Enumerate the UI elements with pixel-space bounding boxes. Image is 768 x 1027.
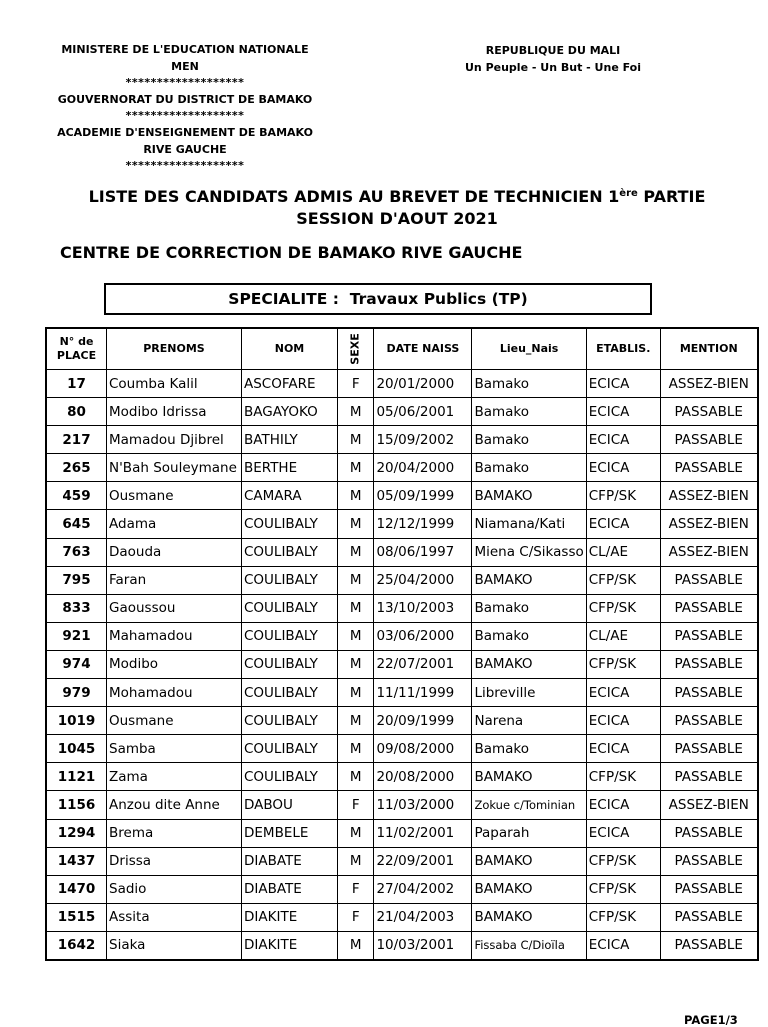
specialite-label: SPECIALITE : Travaux Publics (TP) bbox=[228, 290, 528, 308]
table-row bbox=[46, 763, 758, 791]
cell-mention: PASSABLE bbox=[660, 398, 758, 426]
cell-lieu: Bamako bbox=[472, 370, 586, 398]
cell-prenom: Faran bbox=[107, 566, 242, 594]
cell-nom: COULIBALY bbox=[242, 622, 338, 650]
cell-nom: DIABATE bbox=[242, 875, 338, 903]
cell-mention: ASSEZ-BIEN bbox=[660, 791, 758, 819]
cell-date: 27/04/2002 bbox=[374, 875, 472, 903]
table-row bbox=[46, 510, 758, 538]
cell-etab: ECICA bbox=[586, 510, 660, 538]
cell-prenom: Brema bbox=[107, 819, 242, 847]
cell-mention: PASSABLE bbox=[660, 594, 758, 622]
table-row bbox=[46, 735, 758, 763]
cell-place: 979 bbox=[46, 679, 107, 707]
cell-mention: ASSEZ-BIEN bbox=[660, 370, 758, 398]
cell-place: 645 bbox=[46, 510, 107, 538]
cell-sexe: M bbox=[338, 679, 374, 707]
cell-etab: CFP/SK bbox=[586, 650, 660, 678]
cell-nom: BAGAYOKO bbox=[242, 398, 338, 426]
cell-nom: DIABATE bbox=[242, 847, 338, 875]
cell-prenom: Mohamadou bbox=[107, 679, 242, 707]
cell-etab: CFP/SK bbox=[586, 763, 660, 791]
table-row bbox=[46, 679, 758, 707]
cell-date: 20/08/2000 bbox=[374, 763, 472, 791]
cell-prenom: Samba bbox=[107, 735, 242, 763]
cell-etab: CFP/SK bbox=[586, 482, 660, 510]
cell-prenom: Siaka bbox=[107, 931, 242, 960]
cell-place: 17 bbox=[46, 370, 107, 398]
table-row bbox=[46, 791, 758, 819]
cell-sexe: F bbox=[338, 903, 374, 931]
table-row bbox=[46, 875, 758, 903]
cell-place: 217 bbox=[46, 426, 107, 454]
cell-place: 80 bbox=[46, 398, 107, 426]
cell-lieu: Zokue c/Tominian bbox=[472, 791, 586, 819]
cell-place: 833 bbox=[46, 594, 107, 622]
cell-nom: DIAKITE bbox=[242, 931, 338, 960]
cell-sexe: F bbox=[338, 370, 374, 398]
cell-prenom: N'Bah Souleymane bbox=[107, 454, 242, 482]
cell-mention: PASSABLE bbox=[660, 763, 758, 791]
table-row bbox=[46, 819, 758, 847]
cell-date: 05/06/2001 bbox=[374, 398, 472, 426]
cell-nom: BATHILY bbox=[242, 426, 338, 454]
separator-stars: ******************* bbox=[125, 76, 245, 90]
cell-nom: COULIBALY bbox=[242, 763, 338, 791]
cell-lieu: Libreville bbox=[472, 679, 586, 707]
cell-date: 20/01/2000 bbox=[374, 370, 472, 398]
cell-etab: ECICA bbox=[586, 426, 660, 454]
cell-nom: COULIBALY bbox=[242, 679, 338, 707]
cell-etab: ECICA bbox=[586, 791, 660, 819]
cell-place: 265 bbox=[46, 454, 107, 482]
cell-nom: DEMBELE bbox=[242, 819, 338, 847]
cell-mention: PASSABLE bbox=[660, 454, 758, 482]
cell-nom: COULIBALY bbox=[242, 650, 338, 678]
table-row bbox=[46, 847, 758, 875]
table-row bbox=[46, 650, 758, 678]
cell-date: 10/03/2001 bbox=[374, 931, 472, 960]
cell-etab: CFP/SK bbox=[586, 875, 660, 903]
title-line: LISTE DES CANDIDATS ADMIS AU BREVET DE TECHNICIEN 1ère PARTIE bbox=[88, 187, 706, 206]
table-row bbox=[46, 370, 758, 398]
cell-sexe: M bbox=[338, 847, 374, 875]
document-title bbox=[40, 186, 754, 230]
cell-prenom: Assita bbox=[107, 903, 242, 931]
header-etab: ETABLIS. bbox=[586, 328, 660, 370]
cell-prenom: Ousmane bbox=[107, 482, 242, 510]
cell-date: 13/10/2003 bbox=[374, 594, 472, 622]
cell-etab: ECICA bbox=[586, 819, 660, 847]
cell-mention: PASSABLE bbox=[660, 735, 758, 763]
header-sexe: SEXE bbox=[338, 328, 374, 370]
cell-sexe: M bbox=[338, 398, 374, 426]
cell-sexe: M bbox=[338, 650, 374, 678]
cell-nom: CAMARA bbox=[242, 482, 338, 510]
cell-nom: DABOU bbox=[242, 791, 338, 819]
cell-nom: COULIBALY bbox=[242, 735, 338, 763]
cell-sexe: M bbox=[338, 707, 374, 735]
cell-sexe: M bbox=[338, 594, 374, 622]
cell-etab: CFP/SK bbox=[586, 847, 660, 875]
cell-date: 11/02/2001 bbox=[374, 819, 472, 847]
cell-place: 1045 bbox=[46, 735, 107, 763]
cell-etab: ECICA bbox=[586, 454, 660, 482]
cell-place: 459 bbox=[46, 482, 107, 510]
ministry-name: MINISTERE DE L'EDUCATION NATIONALE bbox=[61, 43, 309, 56]
cell-lieu: Niamana/Kati bbox=[472, 510, 586, 538]
cell-mention: PASSABLE bbox=[660, 819, 758, 847]
cell-lieu: BAMAKO bbox=[472, 875, 586, 903]
cell-sexe: F bbox=[338, 791, 374, 819]
cell-nom: DIAKITE bbox=[242, 903, 338, 931]
table-row bbox=[46, 931, 758, 960]
cell-prenom: Mahamadou bbox=[107, 622, 242, 650]
cell-mention: PASSABLE bbox=[660, 875, 758, 903]
separator-stars: ******************* bbox=[125, 109, 245, 123]
cell-sexe: M bbox=[338, 426, 374, 454]
cell-date: 05/09/1999 bbox=[374, 482, 472, 510]
country-motto: Un Peuple - Un But - Une Foi bbox=[464, 61, 642, 74]
cell-prenom: Zama bbox=[107, 763, 242, 791]
cell-lieu: Fissaba C/Dioïla bbox=[472, 931, 586, 960]
cell-etab: ECICA bbox=[586, 398, 660, 426]
cell-sexe: M bbox=[338, 819, 374, 847]
cell-place: 921 bbox=[46, 622, 107, 650]
cell-etab: ECICA bbox=[586, 931, 660, 960]
cell-etab: CL/AE bbox=[586, 622, 660, 650]
cell-nom: COULIBALY bbox=[242, 538, 338, 566]
header-place: N° de PLACE bbox=[46, 328, 107, 370]
cell-prenom: Mamadou Djibrel bbox=[107, 426, 242, 454]
header-date: DATE NAISS bbox=[374, 328, 472, 370]
cell-date: 09/08/2000 bbox=[374, 735, 472, 763]
cell-place: 1121 bbox=[46, 763, 107, 791]
cell-nom: BERTHE bbox=[242, 454, 338, 482]
table-row bbox=[46, 594, 758, 622]
cell-mention: ASSEZ-BIEN bbox=[660, 482, 758, 510]
cell-date: 11/11/1999 bbox=[374, 679, 472, 707]
academy-name: ACADEMIE D'ENSEIGNEMENT DE BAMAKO bbox=[57, 125, 313, 139]
cell-sexe: M bbox=[338, 763, 374, 791]
cell-sexe: M bbox=[338, 538, 374, 566]
cell-date: 12/12/1999 bbox=[374, 510, 472, 538]
cell-lieu: Bamako bbox=[472, 454, 586, 482]
cell-date: 11/03/2000 bbox=[374, 791, 472, 819]
cell-prenom: Coumba Kalil bbox=[107, 370, 242, 398]
governorate-name: GOUVERNORAT DU DISTRICT DE BAMAKO bbox=[57, 92, 313, 106]
cell-mention: PASSABLE bbox=[660, 903, 758, 931]
cell-date: 15/09/2002 bbox=[374, 426, 472, 454]
header-nom: NOM bbox=[242, 328, 338, 370]
cell-prenom: Modibo Idrissa bbox=[107, 398, 242, 426]
cell-mention: PASSABLE bbox=[660, 707, 758, 735]
cell-sexe: M bbox=[338, 482, 374, 510]
cell-lieu: Bamako bbox=[472, 426, 586, 454]
cell-nom: COULIBALY bbox=[242, 707, 338, 735]
table-row bbox=[46, 566, 758, 594]
cell-lieu: Paparah bbox=[472, 819, 586, 847]
cell-prenom: Daouda bbox=[107, 538, 242, 566]
cell-etab: ECICA bbox=[586, 370, 660, 398]
academy-zone: RIVE GAUCHE bbox=[143, 142, 227, 156]
cell-sexe: F bbox=[338, 875, 374, 903]
cell-mention: PASSABLE bbox=[660, 847, 758, 875]
cell-sexe: M bbox=[338, 454, 374, 482]
specialite-box bbox=[104, 283, 652, 315]
correction-centre: CENTRE DE CORRECTION DE BAMAKO RIVE GAUCHE bbox=[60, 243, 523, 262]
cell-prenom: Drissa bbox=[107, 847, 242, 875]
cell-lieu: BAMAKO bbox=[472, 482, 586, 510]
table-row bbox=[46, 398, 758, 426]
table-row bbox=[46, 707, 758, 735]
cell-date: 22/07/2001 bbox=[374, 650, 472, 678]
cell-place: 1470 bbox=[46, 875, 107, 903]
table-row bbox=[46, 482, 758, 510]
cell-date: 25/04/2000 bbox=[374, 566, 472, 594]
header-prenoms: PRENOMS bbox=[107, 328, 242, 370]
page-number: PAGE1/3 bbox=[684, 1013, 738, 1027]
cell-etab: ECICA bbox=[586, 707, 660, 735]
cell-mention: ASSEZ-BIEN bbox=[660, 538, 758, 566]
cell-sexe: M bbox=[338, 931, 374, 960]
cell-sexe: M bbox=[338, 622, 374, 650]
cell-lieu: Narena bbox=[472, 707, 586, 735]
cell-etab: CFP/SK bbox=[586, 594, 660, 622]
cell-place: 1019 bbox=[46, 707, 107, 735]
header-mention: MENTION bbox=[660, 328, 758, 370]
table-row bbox=[46, 426, 758, 454]
cell-place: 763 bbox=[46, 538, 107, 566]
cell-lieu: Bamako bbox=[472, 622, 586, 650]
cell-place: 1294 bbox=[46, 819, 107, 847]
cell-mention: PASSABLE bbox=[660, 622, 758, 650]
cell-lieu: BAMAKO bbox=[472, 650, 586, 678]
cell-mention: PASSABLE bbox=[660, 650, 758, 678]
cell-lieu: BAMAKO bbox=[472, 763, 586, 791]
cell-lieu: Bamako bbox=[472, 398, 586, 426]
cell-prenom: Gaoussou bbox=[107, 594, 242, 622]
table-row bbox=[46, 903, 758, 931]
cell-lieu: BAMAKO bbox=[472, 566, 586, 594]
cell-etab: CFP/SK bbox=[586, 566, 660, 594]
cell-lieu: Bamako bbox=[472, 594, 586, 622]
candidates-table bbox=[45, 327, 759, 961]
cell-date: 22/09/2001 bbox=[374, 847, 472, 875]
cell-sexe: M bbox=[338, 510, 374, 538]
cell-sexe: M bbox=[338, 735, 374, 763]
cell-date: 20/09/1999 bbox=[374, 707, 472, 735]
header-left bbox=[38, 42, 332, 175]
cell-mention: PASSABLE bbox=[660, 426, 758, 454]
cell-place: 795 bbox=[46, 566, 107, 594]
table-row bbox=[46, 622, 758, 650]
cell-place: 974 bbox=[46, 650, 107, 678]
country-name: REPUBLIQUE DU MALI bbox=[485, 44, 621, 57]
session-line: SESSION D'AOUT 2021 bbox=[296, 209, 498, 228]
cell-mention: PASSABLE bbox=[660, 931, 758, 960]
cell-date: 20/04/2000 bbox=[374, 454, 472, 482]
cell-etab: CL/AE bbox=[586, 538, 660, 566]
cell-date: 08/06/1997 bbox=[374, 538, 472, 566]
cell-nom: ASCOFARE bbox=[242, 370, 338, 398]
cell-etab: ECICA bbox=[586, 735, 660, 763]
header-right bbox=[444, 42, 662, 76]
cell-prenom: Ousmane bbox=[107, 707, 242, 735]
table-header-row bbox=[46, 328, 758, 370]
cell-nom: COULIBALY bbox=[242, 566, 338, 594]
cell-prenom: Sadio bbox=[107, 875, 242, 903]
cell-lieu: BAMAKO bbox=[472, 903, 586, 931]
cell-mention: ASSEZ-BIEN bbox=[660, 510, 758, 538]
table-row bbox=[46, 538, 758, 566]
cell-mention: PASSABLE bbox=[660, 566, 758, 594]
ministry-abbrev: MEN bbox=[171, 59, 199, 73]
cell-prenom: Adama bbox=[107, 510, 242, 538]
cell-place: 1515 bbox=[46, 903, 107, 931]
cell-sexe: M bbox=[338, 566, 374, 594]
cell-date: 03/06/2000 bbox=[374, 622, 472, 650]
cell-prenom: Modibo bbox=[107, 650, 242, 678]
cell-place: 1642 bbox=[46, 931, 107, 960]
cell-place: 1437 bbox=[46, 847, 107, 875]
cell-nom: COULIBALY bbox=[242, 594, 338, 622]
cell-nom: COULIBALY bbox=[242, 510, 338, 538]
cell-lieu: BAMAKO bbox=[472, 847, 586, 875]
cell-lieu: Miena C/Sikasso bbox=[472, 538, 586, 566]
cell-lieu: Bamako bbox=[472, 735, 586, 763]
separator-stars: ******************* bbox=[125, 159, 245, 173]
header-lieu: Lieu_Nais bbox=[472, 328, 586, 370]
cell-etab: CFP/SK bbox=[586, 903, 660, 931]
cell-mention: PASSABLE bbox=[660, 679, 758, 707]
cell-date: 21/04/2003 bbox=[374, 903, 472, 931]
cell-prenom: Anzou dite Anne bbox=[107, 791, 242, 819]
cell-place: 1156 bbox=[46, 791, 107, 819]
cell-etab: ECICA bbox=[586, 679, 660, 707]
table-row bbox=[46, 454, 758, 482]
